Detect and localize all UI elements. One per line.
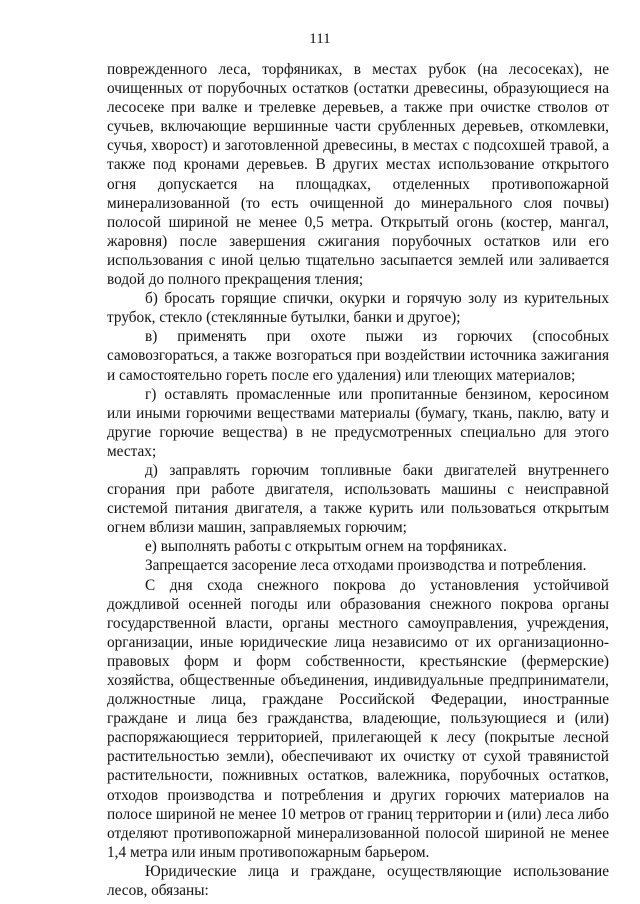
page-number: 111: [309, 31, 331, 47]
paragraph-littering-ban: Запрещается засорение леса отходами производства и потребления.: [145, 557, 587, 575]
paragraph-item-b: б) бросать горящие спички, окурки и горячую золу из курительных трубок, стекло (стеклянные бутылки, банки и другое);: [107, 290, 609, 327]
paragraph-item-d: д) заправлять горючим топливные баки двигателей внутреннего сгорания при работе двигателя, использовать машины с неисправной системой питания двигателя, а также курить или пользоваться открытым огнем вблизи машин, заправляемых горючим;: [107, 461, 609, 537]
paragraph-item-e: е) выполнять работы с открытым огнем на торфяниках.: [145, 538, 507, 556]
paragraph-item-g: г) оставлять промасленные или пропитанные бензином, керосином или иными горючими веществами материалы (бумагу, ткань, паклю, вату и другие горючие вещества) в не предусмотренных специально для этого местах;: [107, 385, 609, 460]
paragraph-obligations: Юридические лица и граждане, осуществляющие использование лесов, обязаны:: [107, 862, 609, 900]
body-text: [107, 60, 609, 900]
paragraph-cleaning-duty: С дня схода снежного покрова до установления устойчивой дождливой осенней погоды или образования снежного покрова органы государственной власти, органы местного самоуправления, учреждения, организации, иные юридические лица независимо от их организационно-правовых форм и форм собственности, крестьянские (фермерские) хозяйства, общественные объединения, индивидуальные предприниматели, должностные лица, граждане Российской Федерации, иностранные граждане и лица без гражданства, владеющие, пользующиеся и (или) распоряжающиеся территорией, прилегающей к лесу (покрытые лесной растительностью земли), обеспечивают их очистку от сухой травянистой растительности, пожнивных остатков, валежника, порубочных остатков, отходов производства и потребления и других горючих материалов на полосе шириной не менее 10 метров от границ территории и (или) леса либо отделяют противопожарной минерализованной полосой шириной не менее 1,4 метра или иным противопожарным барьером.: [107, 576, 609, 861]
paragraph-item-v: в) применять при охоте пыжи из горючих (способных самовозгораться, а также возгораться при воздействии источника зажигания и самостоятельно гореть после его удаления) или тлеющих материалов;: [107, 328, 609, 384]
paragraph-continuation: поврежденного леса, торфяниках, в местах рубок (на лесосеках), не очищенных от порубочных остатков (остатки древесины, образующиеся на лесосеке при валке и трелевке деревьев, а также при очистке стволов от сучьев, включающие вершинные части срубленных деревьев, откомлевки, сучья, хворост) и заготовленной древесины, в местах с подсохшей травой, а также под кронами деревьев. В других местах использование открытого огня допускается на площадках, отделенных противопожарной минерализованной (то есть очищенной до минерального слоя почвы) полосой шириной не менее 0,5 метра. Открытый огонь (костер, мангал, жаровня) после завершения сжигания порубочных остатков или его использования с иной целью тщательно засыпается землей или заливается водой до полного прекращения тления;: [107, 61, 609, 289]
